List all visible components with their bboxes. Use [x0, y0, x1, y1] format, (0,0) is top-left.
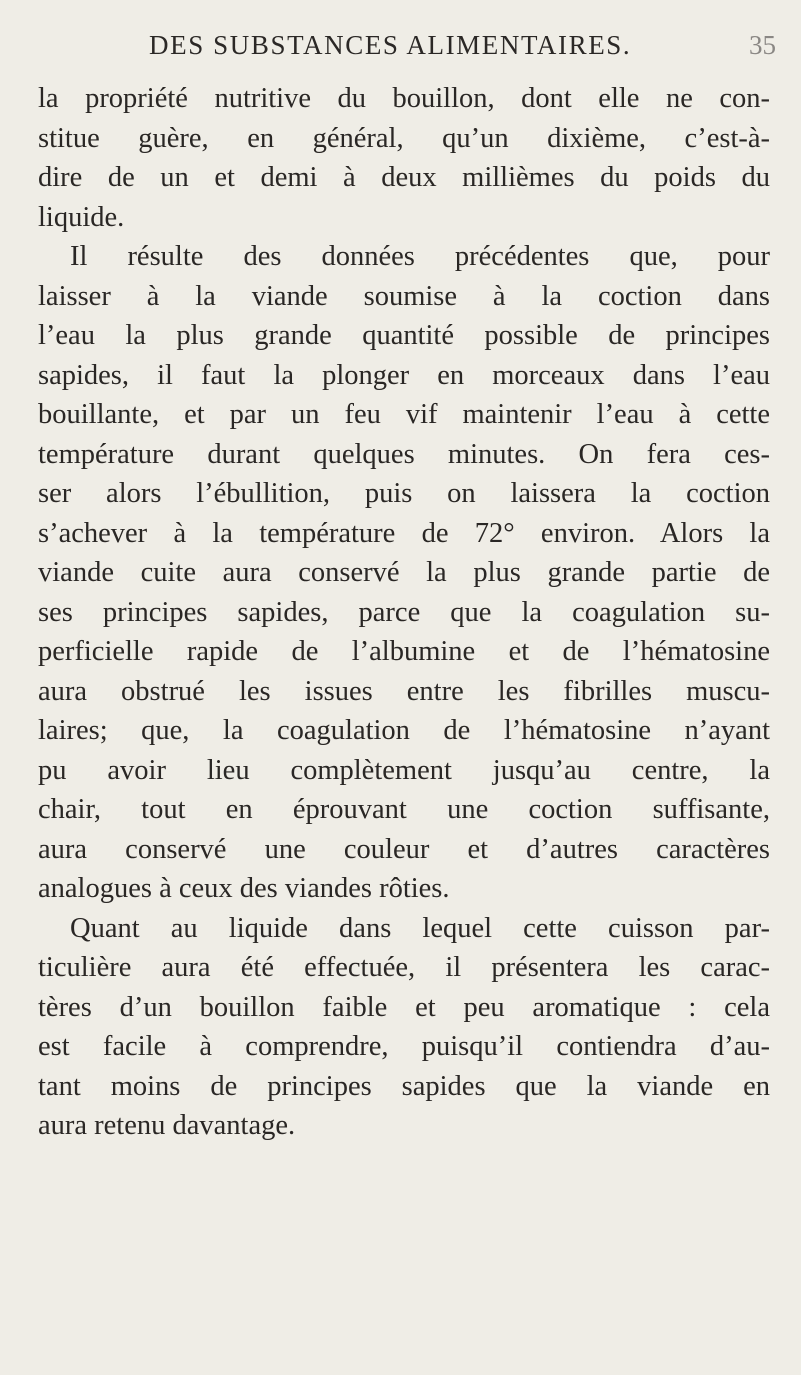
page-number: 35 [749, 30, 776, 60]
text-line: viande cuite aura conservé la plus grande partie de [38, 557, 770, 588]
text-line: stitue guère, en général, qu’un dixième, c’est-à- [38, 122, 770, 154]
text-line: pu avoir lieu complètement jusqu’au centre, la [38, 754, 770, 786]
text-line: laisser à la viande soumise à la coction dans [38, 280, 770, 312]
text-line: ses principes sapides, parce que la coagulation su- [38, 596, 770, 628]
text-line: est facile à comprendre, puisqu’il contiendra d’au- [38, 1031, 770, 1062]
text-line: Il résulte des données précédentes que, pour [70, 241, 770, 272]
text-line: tant moins de principes sapides que la viande en [38, 1070, 770, 1102]
running-head [36, 26, 778, 66]
text-line: température durant quelques minutes. On fera ces- [38, 438, 770, 470]
text-line: Quant au liquide dans lequel cette cuisson par- [70, 912, 770, 944]
text-line: ticulière aura été effectuée, il présentera les carac- [38, 952, 770, 983]
text-line: l’eau la plus grande quantité possible de principes [38, 320, 770, 351]
body-text [38, 79, 770, 1146]
text-line: dire de un et demi à deux millièmes du poids du [38, 162, 770, 193]
text-line: la propriété nutritive du bouillon, dont elle ne con- [38, 83, 770, 114]
text-line: liquide. [38, 201, 125, 233]
text-line: ser alors l’ébullition, puis on laissera la coction [38, 478, 770, 509]
text-line: bouillante, et par un feu vif maintenir l’eau à cette [38, 399, 770, 430]
text-line: s’achever à la température de 72° environ. Alors la [38, 517, 770, 549]
text-line: analogues à ceux des viandes rôties. [38, 873, 450, 904]
text-line: perficielle rapide de l’albumine et de l’hématosine [38, 636, 770, 667]
text-line: aura conservé une couleur et d’autres caractères [38, 833, 770, 865]
text-line: aura retenu davantage. [38, 1110, 296, 1141]
text-line: chair, tout en éprouvant une coction suffisante, [38, 794, 770, 825]
running-title: DES SUBSTANCES ALIMENTAIRES. [149, 30, 632, 60]
text-line: tères d’un bouillon faible et peu aromatique : cela [38, 991, 770, 1023]
text-line: aura obstrué les issues entre les fibrilles muscu- [38, 675, 770, 707]
text-line: laires; que, la coagulation de l’hématosine n’ayant [38, 715, 770, 746]
text-line: sapides, il faut la plonger en morceaux dans l’eau [38, 359, 770, 391]
